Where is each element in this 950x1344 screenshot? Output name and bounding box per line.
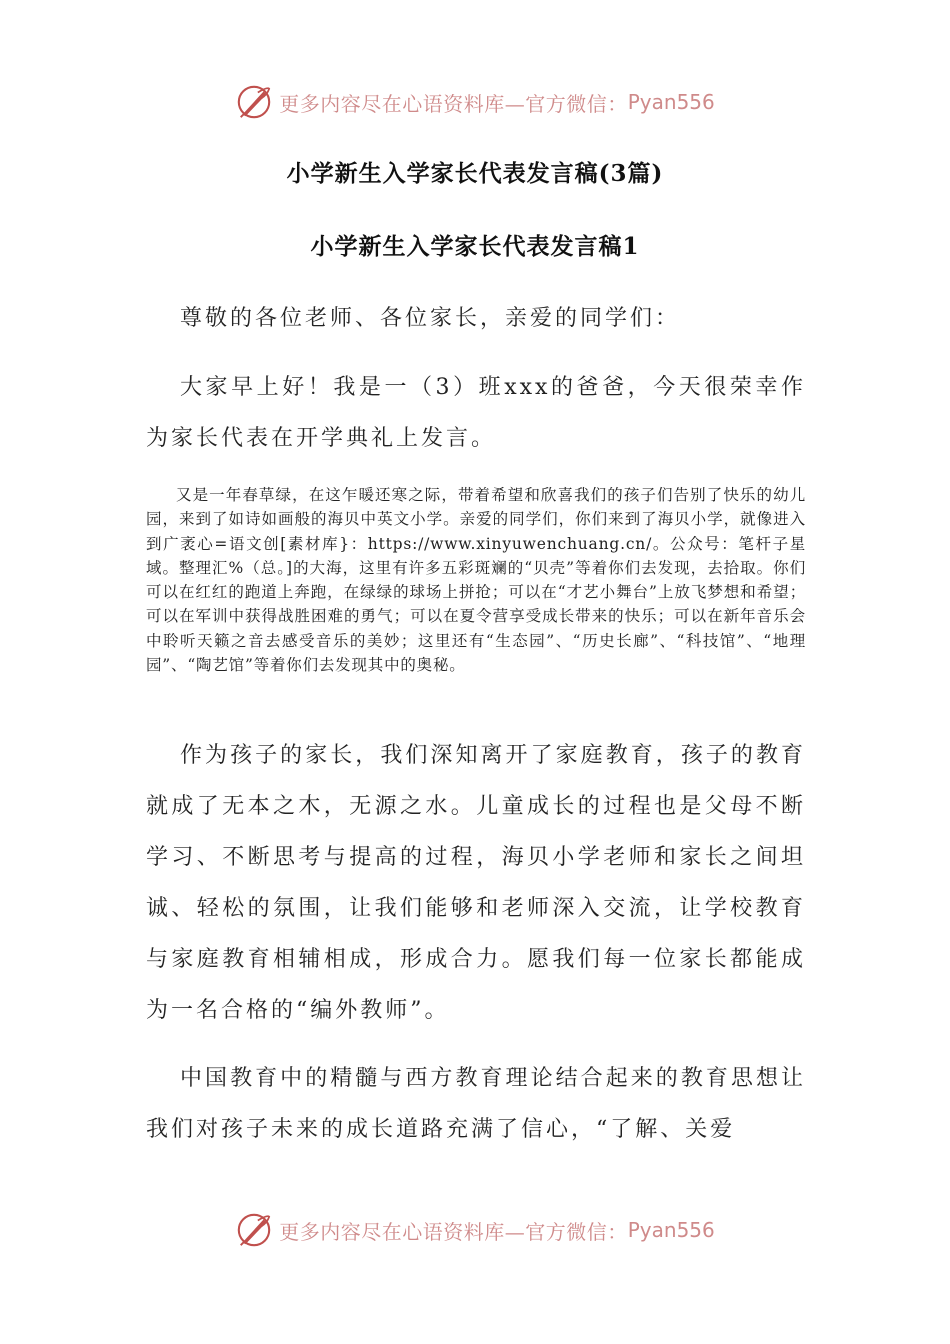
footer-wechat-id: Pyan556	[627, 1218, 715, 1242]
header-brand-text: 更多内容尽在心语资料库—官方微信：	[279, 91, 628, 116]
document-subtitle: 小学新生入学家长代表发言稿1	[310, 233, 640, 260]
paragraph-parent-role: 作为孩子的家长，我们深知离开了家庭教育，孩子的教育就成了无本之木，无源之水。儿童成长的过程也是父母不断学习、不断思考与提高的过程，海贝小学老师和家长之间坦诚、轻松的氛围，让我们能够和老师深入交流，让学校教育与家庭教育相辅相成，形成合力。愿我们每一位家长都能成为一名合格的“编外教师”。	[146, 743, 806, 1023]
paragraph-greeting: 尊敬的各位老师、各位家长，亲爱的同学们：	[180, 306, 681, 331]
footer-banner	[0, 1208, 950, 1252]
quill-logo-icon	[235, 83, 273, 121]
paragraph-intro: 大家早上好！我是一（3）班xxx的爸爸，今天很荣幸作为家长代表在开学典礼上发言。	[146, 375, 806, 451]
paragraph-spring: 又是一年春草绿，在这乍暖还寒之际，带着希望和欣喜我们的孩子们告别了快乐的幼儿园，来到了如诗如画般的海贝中英文小学。亲爱的同学们，你们来到了海贝小学，就像进入到广袤心=语文创[素材库}：https://www.xinyuwenchuang.cn/。公众号：笔杆子星域。整理汇%（总。]的大海，这里有许多五彩斑斓的“贝壳”等着你们去发现，去拾取。你们可以在红红的跑道上奔跑，在绿绿的球场上拼抢；可以在“才艺小舞台”上放飞梦想和希望；可以在军训中获得战胜困难的勇气；可以在夏令营享受成长带来的快乐；可以在新年音乐会中聆听天籁之音去感受音乐的美妙；这里还有“生态园”、“历史长廊”、“科技馆”、“地理园”、“陶艺馆”等着你们去发现其中的奥秘。	[146, 486, 806, 675]
header-banner	[0, 80, 950, 124]
footer-brand-text: 更多内容尽在心语资料库—官方微信：	[279, 1219, 628, 1244]
paragraph-education: 中国教育中的精髓与西方教育理论结合起来的教育思想让我们对孩子未来的成长道路充满了信心，“了解、关爱	[146, 1066, 806, 1142]
document-title: 小学新生入学家长代表发言稿(3篇)	[286, 160, 664, 187]
header-wechat-id: Pyan556	[627, 90, 715, 114]
quill-logo-icon	[235, 1211, 273, 1249]
